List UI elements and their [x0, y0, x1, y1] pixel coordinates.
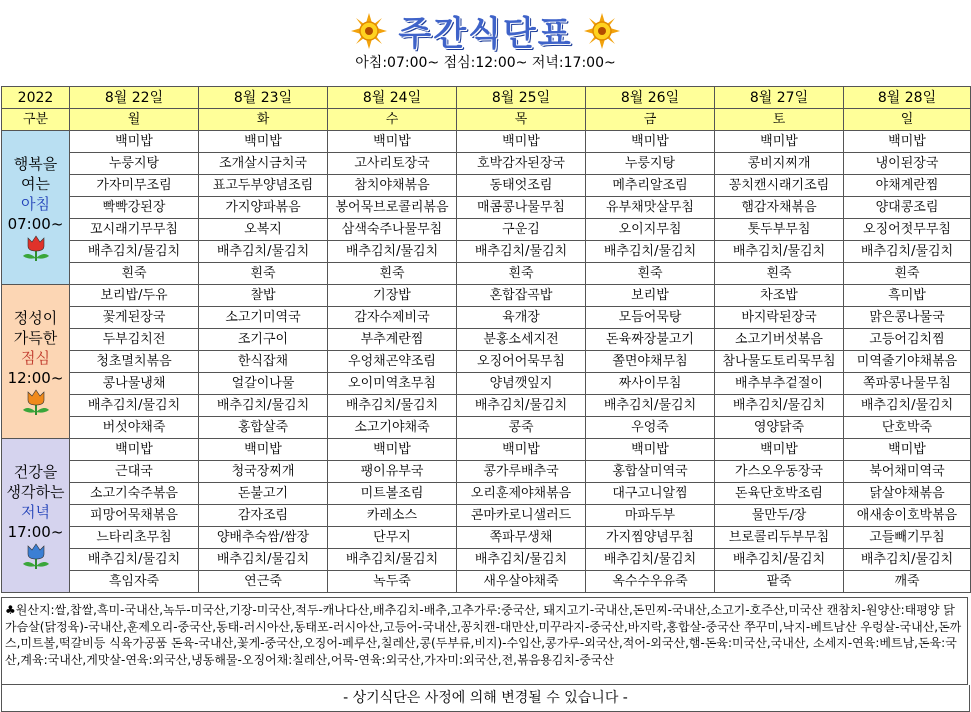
menu-cell: 메추리알조림 [586, 175, 715, 197]
menu-cell: 배추김치/물김치 [199, 549, 328, 571]
menu-cell: 대구고니알찜 [586, 483, 715, 505]
menu-cell: 배추김치/물김치 [586, 395, 715, 417]
menu-cell: 흰죽 [586, 263, 715, 285]
page-title: 주간식단표 [398, 14, 573, 54]
menu-cell: 청국장찌개 [199, 461, 328, 483]
menu-cell: 양념깻잎지 [457, 373, 586, 395]
menu-cell: 버섯야채죽 [70, 417, 199, 439]
menu-cell: 조개살시금치국 [199, 153, 328, 175]
breakfast-row [2, 241, 971, 263]
menu-cell: 백미밥 [715, 439, 844, 461]
date-cell: 8월 22일 [70, 87, 199, 109]
dinner-label-line-1: 건강을 [13, 462, 58, 481]
dinner-meal-time: 17:00~ [7, 522, 64, 541]
dinner-row [2, 505, 971, 527]
menu-cell: 한식잡채 [199, 351, 328, 373]
breakfast-row [2, 219, 971, 241]
menu-cell: 꼬시래기무무침 [70, 219, 199, 241]
menu-cell: 느타리초무침 [70, 527, 199, 549]
menu-cell: 얼갈이나물 [199, 373, 328, 395]
menu-cell: 고들빼기무침 [844, 527, 971, 549]
menu-cell: 바지락된장국 [715, 307, 844, 329]
menu-cell: 표고두부양념조림 [199, 175, 328, 197]
menu-cell: 누룽지탕 [70, 153, 199, 175]
menu-cell: 꽃게된장국 [70, 307, 199, 329]
header [0, 0, 971, 86]
menu-cell: 백미밥 [457, 131, 586, 153]
menu-cell: 오이미역초무침 [328, 373, 457, 395]
menu-cell: 닭살야채볶음 [844, 483, 971, 505]
menu-cell: 북어채미역국 [844, 461, 971, 483]
menu-cell: 햄감자채볶음 [715, 197, 844, 219]
lunch-row [2, 417, 971, 439]
menu-cell: 배추김치/물김치 [586, 549, 715, 571]
menu-cell: 돈육짜장불고기 [586, 329, 715, 351]
tulip-orange-icon [2, 388, 69, 416]
breakfast-row [2, 153, 971, 175]
dinner-row [2, 483, 971, 505]
menu-cell: 백미밥 [586, 439, 715, 461]
menu-cell: 콩죽 [457, 417, 586, 439]
menu-cell: 고등어김치찜 [844, 329, 971, 351]
menu-cell: 단호박죽 [844, 417, 971, 439]
menu-cell: 육개장 [457, 307, 586, 329]
weekday-cell: 금 [586, 109, 715, 131]
menu-cell: 감자조림 [199, 505, 328, 527]
menu-cell: 찰밥 [199, 285, 328, 307]
menu-cell: 흰죽 [844, 263, 971, 285]
menu-cell: 쪽파무생채 [457, 527, 586, 549]
lunch-row [2, 285, 971, 307]
menu-cell: 피망어묵채볶음 [70, 505, 199, 527]
menu-cell: 매콤콩나물무침 [457, 197, 586, 219]
menu-cell: 백미밥 [199, 439, 328, 461]
menu-cell: 꽁치캔시래기조림 [715, 175, 844, 197]
lunch-row [2, 373, 971, 395]
menu-cell: 돈육단호박조림 [715, 483, 844, 505]
menu-cell: 배추김치/물김치 [199, 241, 328, 263]
menu-cell: 배추김치/물김치 [457, 241, 586, 263]
menu-cell: 호박감자된장국 [457, 153, 586, 175]
menu-cell: 콩비지찌개 [715, 153, 844, 175]
date-row [2, 87, 971, 109]
menu-cell: 백미밥 [328, 439, 457, 461]
menu-cell: 애새송이호박볶음 [844, 505, 971, 527]
menu-cell: 가지양파볶음 [199, 197, 328, 219]
menu-cell: 가자미무조림 [70, 175, 199, 197]
menu-cell: 소고기버섯볶음 [715, 329, 844, 351]
menu-table [1, 86, 971, 593]
menu-cell: 가지찜양념무침 [586, 527, 715, 549]
lunch-label-line-1: 정성이 [13, 308, 58, 327]
menu-cell: 흰죽 [199, 263, 328, 285]
menu-cell: 녹두죽 [328, 571, 457, 593]
menu-cell: 배추김치/물김치 [715, 549, 844, 571]
date-cell: 8월 23일 [199, 87, 328, 109]
menu-cell: 배추김치/물김치 [70, 395, 199, 417]
breakfast-meal-time: 07:00~ [7, 214, 64, 233]
dinner-row [2, 571, 971, 593]
menu-cell: 배추김치/물김치 [844, 549, 971, 571]
lunch-row [2, 395, 971, 417]
menu-cell: 카레소스 [328, 505, 457, 527]
tulip-red-icon [2, 234, 69, 262]
menu-cell: 홍합살미역국 [586, 461, 715, 483]
menu-cell: 흰죽 [457, 263, 586, 285]
menu-cell: 배추김치/물김치 [844, 241, 971, 263]
menu-cell: 쪽파콩나물무침 [844, 373, 971, 395]
menu-cell: 소고기미역국 [199, 307, 328, 329]
menu-cell: 돈불고기 [199, 483, 328, 505]
dinner-row [2, 439, 971, 461]
lunch-row [2, 329, 971, 351]
sun-icon [351, 13, 387, 49]
menu-cell: 흰죽 [715, 263, 844, 285]
menu-cell: 흑임자죽 [70, 571, 199, 593]
menu-cell: 배추김치/물김치 [70, 241, 199, 263]
date-cell: 8월 24일 [328, 87, 457, 109]
menu-cell: 톳두부무침 [715, 219, 844, 241]
menu-cell: 혼합잡곡밥 [457, 285, 586, 307]
menu-cell: 백미밥 [586, 131, 715, 153]
menu-cell: 배추김치/물김치 [457, 395, 586, 417]
breakfast-row [2, 175, 971, 197]
lunch-row [2, 351, 971, 373]
dinner-meal-name: 저녁 [21, 502, 50, 521]
dinner-label-cell [2, 439, 70, 593]
menu-cell: 청초멸치볶음 [70, 351, 199, 373]
menu-cell: 브로콜리두부무침 [715, 527, 844, 549]
menu-cell: 우엉채곤약조림 [328, 351, 457, 373]
lunch-row [2, 307, 971, 329]
lunch-meal-time: 12:00~ [7, 368, 64, 387]
weekday-cell: 일 [844, 109, 971, 131]
breakfast-row [2, 131, 971, 153]
menu-cell: 오이지무침 [586, 219, 715, 241]
menu-cell: 영양닭죽 [715, 417, 844, 439]
menu-cell: 물만두/장 [715, 505, 844, 527]
menu-cell: 배추김치/물김치 [715, 241, 844, 263]
menu-cell: 쫄면야채무침 [586, 351, 715, 373]
origin-note: ♣원산지:쌀,찹쌀,흑미-국내산,녹두-미국산,기장-미국산,적두-캐나다산,배추김치-배추,고추가루:중국산, 돼지고기-국내산,돈민찌-국내산,소고기-호주산,미국산 캔참치-원양산:태평양 닭가슴살(닭정육)-국내산,훈제오리-중국산,동태-러시아산,동태포-러시아산,고등어-국내산,꽁치캔-대만산,미꾸라지-중국산,바지락,홍합살-중국산 쭈꾸미,낙지-베트남산 우렁살-국내산,돈까스,미트볼,떡갈비등 식육가공품 돈육-국내산,꽃게-중국산,오징어-페루산,칠레산,콩(두부류,비지)-수입산,콩가루-외국산,적어-외국산,햄-돈육:미국산,국내산, 소세지-연육:베트남,돈육:국산,계육:국내산,게맛살-연육:외국산,냉동해물-오징어채:칠레산,어묵-연육:외국산,가자미:외국산,전,볶음용김치-중국산 [1, 597, 968, 685]
menu-cell: 오복지 [199, 219, 328, 241]
menu-cell: 보리밥 [586, 285, 715, 307]
menu-cell: 봉어묵브로콜리볶음 [328, 197, 457, 219]
breakfast-meal-name: 아침 [21, 194, 50, 213]
menu-cell: 배추김치/물김치 [844, 395, 971, 417]
menu-cell: 깨죽 [844, 571, 971, 593]
menu-cell: 배추김치/물김치 [328, 549, 457, 571]
menu-cell: 근대국 [70, 461, 199, 483]
menu-cell: 두부김치전 [70, 329, 199, 351]
menu-cell: 고사리토장국 [328, 153, 457, 175]
menu-cell: 백미밥 [457, 439, 586, 461]
category-header: 구분 [2, 109, 70, 131]
date-cell: 8월 27일 [715, 87, 844, 109]
menu-cell: 분홍소세지전 [457, 329, 586, 351]
menu-cell: 백미밥 [715, 131, 844, 153]
menu-cell: 백미밥 [70, 439, 199, 461]
menu-cell: 흑미밥 [844, 285, 971, 307]
weekday-cell: 목 [457, 109, 586, 131]
lunch-meal-name: 점심 [21, 348, 50, 367]
dinner-row [2, 527, 971, 549]
menu-cell: 배추김치/물김치 [457, 549, 586, 571]
date-cell: 8월 26일 [586, 87, 715, 109]
menu-cell: 마파두부 [586, 505, 715, 527]
menu-cell: 삼색숙주나물무침 [328, 219, 457, 241]
date-cell: 8월 28일 [844, 87, 971, 109]
menu-cell: 참치야채볶음 [328, 175, 457, 197]
menu-cell: 흰죽 [70, 263, 199, 285]
menu-cell: 맑은콩나물국 [844, 307, 971, 329]
dinner-row [2, 549, 971, 571]
menu-cell: 배추김치/물김치 [328, 395, 457, 417]
menu-cell: 기장밥 [328, 285, 457, 307]
menu-cell: 백미밥 [844, 439, 971, 461]
menu-cell: 빡빡강된장 [70, 197, 199, 219]
menu-cell: 부추계란찜 [328, 329, 457, 351]
menu-cell: 백미밥 [328, 131, 457, 153]
menu-cell: 오징어젓무무침 [844, 219, 971, 241]
menu-cell: 미역줄기야채볶음 [844, 351, 971, 373]
menu-cell: 배추부추겉절이 [715, 373, 844, 395]
menu-cell: 새우살야채죽 [457, 571, 586, 593]
breakfast-label-cell [2, 131, 70, 285]
weekday-cell: 수 [328, 109, 457, 131]
menu-cell: 보리밥/두유 [70, 285, 199, 307]
menu-cell: 구운김 [457, 219, 586, 241]
breakfast-label-line-2: 여는 [21, 174, 50, 193]
menu-cell: 콩가루배추국 [457, 461, 586, 483]
breakfast-label-line-1: 행복을 [13, 154, 58, 173]
menu-cell: 백미밥 [199, 131, 328, 153]
lunch-label-cell [2, 285, 70, 439]
breakfast-row [2, 197, 971, 219]
dinner-row [2, 461, 971, 483]
menu-cell: 냉이된장국 [844, 153, 971, 175]
menu-cell: 홍합살죽 [199, 417, 328, 439]
menu-cell: 조기구이 [199, 329, 328, 351]
weekday-row [2, 109, 971, 131]
menu-cell: 양대콩조림 [844, 197, 971, 219]
menu-cell: 차조밥 [715, 285, 844, 307]
menu-cell: 팽이유부국 [328, 461, 457, 483]
weekday-cell: 토 [715, 109, 844, 131]
menu-cell: 옥수수우유죽 [586, 571, 715, 593]
menu-cell: 감자수제비국 [328, 307, 457, 329]
tulip-blue-icon [2, 542, 69, 570]
menu-cell: 오징어어묵무침 [457, 351, 586, 373]
menu-cell: 가스오우동장국 [715, 461, 844, 483]
breakfast-row [2, 263, 971, 285]
menu-cell: 동태엇조림 [457, 175, 586, 197]
lunch-label-line-2: 가득한 [13, 328, 58, 347]
menu-cell: 미트볼조림 [328, 483, 457, 505]
menu-cell: 배추김치/물김치 [586, 241, 715, 263]
menu-cell: 야채계란찜 [844, 175, 971, 197]
year-cell: 2022 [2, 87, 70, 109]
menu-cell: 우엉죽 [586, 417, 715, 439]
date-cell: 8월 25일 [457, 87, 586, 109]
menu-cell: 참나물도토리묵무침 [715, 351, 844, 373]
menu-cell: 팥죽 [715, 571, 844, 593]
menu-cell: 단무지 [328, 527, 457, 549]
menu-cell: 배추김치/물김치 [715, 395, 844, 417]
menu-cell: 연근죽 [199, 571, 328, 593]
weekday-cell: 화 [199, 109, 328, 131]
menu-cell: 흰죽 [328, 263, 457, 285]
sun-icon [584, 13, 620, 49]
menu-cell: 백미밥 [844, 131, 971, 153]
menu-cell: 유부채맛살무침 [586, 197, 715, 219]
menu-cell: 오리훈제야채볶음 [457, 483, 586, 505]
menu-cell: 배추김치/물김치 [199, 395, 328, 417]
menu-cell: 배추김치/물김치 [328, 241, 457, 263]
menu-cell: 배추김치/물김치 [70, 549, 199, 571]
menu-cell: 모듬어묵탕 [586, 307, 715, 329]
menu-cell: 짜사이무침 [586, 373, 715, 395]
weekday-cell: 월 [70, 109, 199, 131]
menu-cell: 양배추숙쌈/쌈장 [199, 527, 328, 549]
menu-cell: 누룽지탕 [586, 153, 715, 175]
meal-times: 아침:07:00~ 점심:12:00~ 저녁:17:00~ [355, 55, 616, 71]
title-row [0, 6, 971, 55]
menu-cell: 백미밥 [70, 131, 199, 153]
menu-cell: 콩나물냉채 [70, 373, 199, 395]
menu-cell: 소고기숙주볶음 [70, 483, 199, 505]
menu-cell: 콘마카로니샐러드 [457, 505, 586, 527]
dinner-label-line-2: 생각하는 [6, 482, 65, 501]
footer-notice: - 상기식단은 사정에 의해 변경될 수 있습니다 - [1, 685, 970, 712]
menu-cell: 소고기야채죽 [328, 417, 457, 439]
